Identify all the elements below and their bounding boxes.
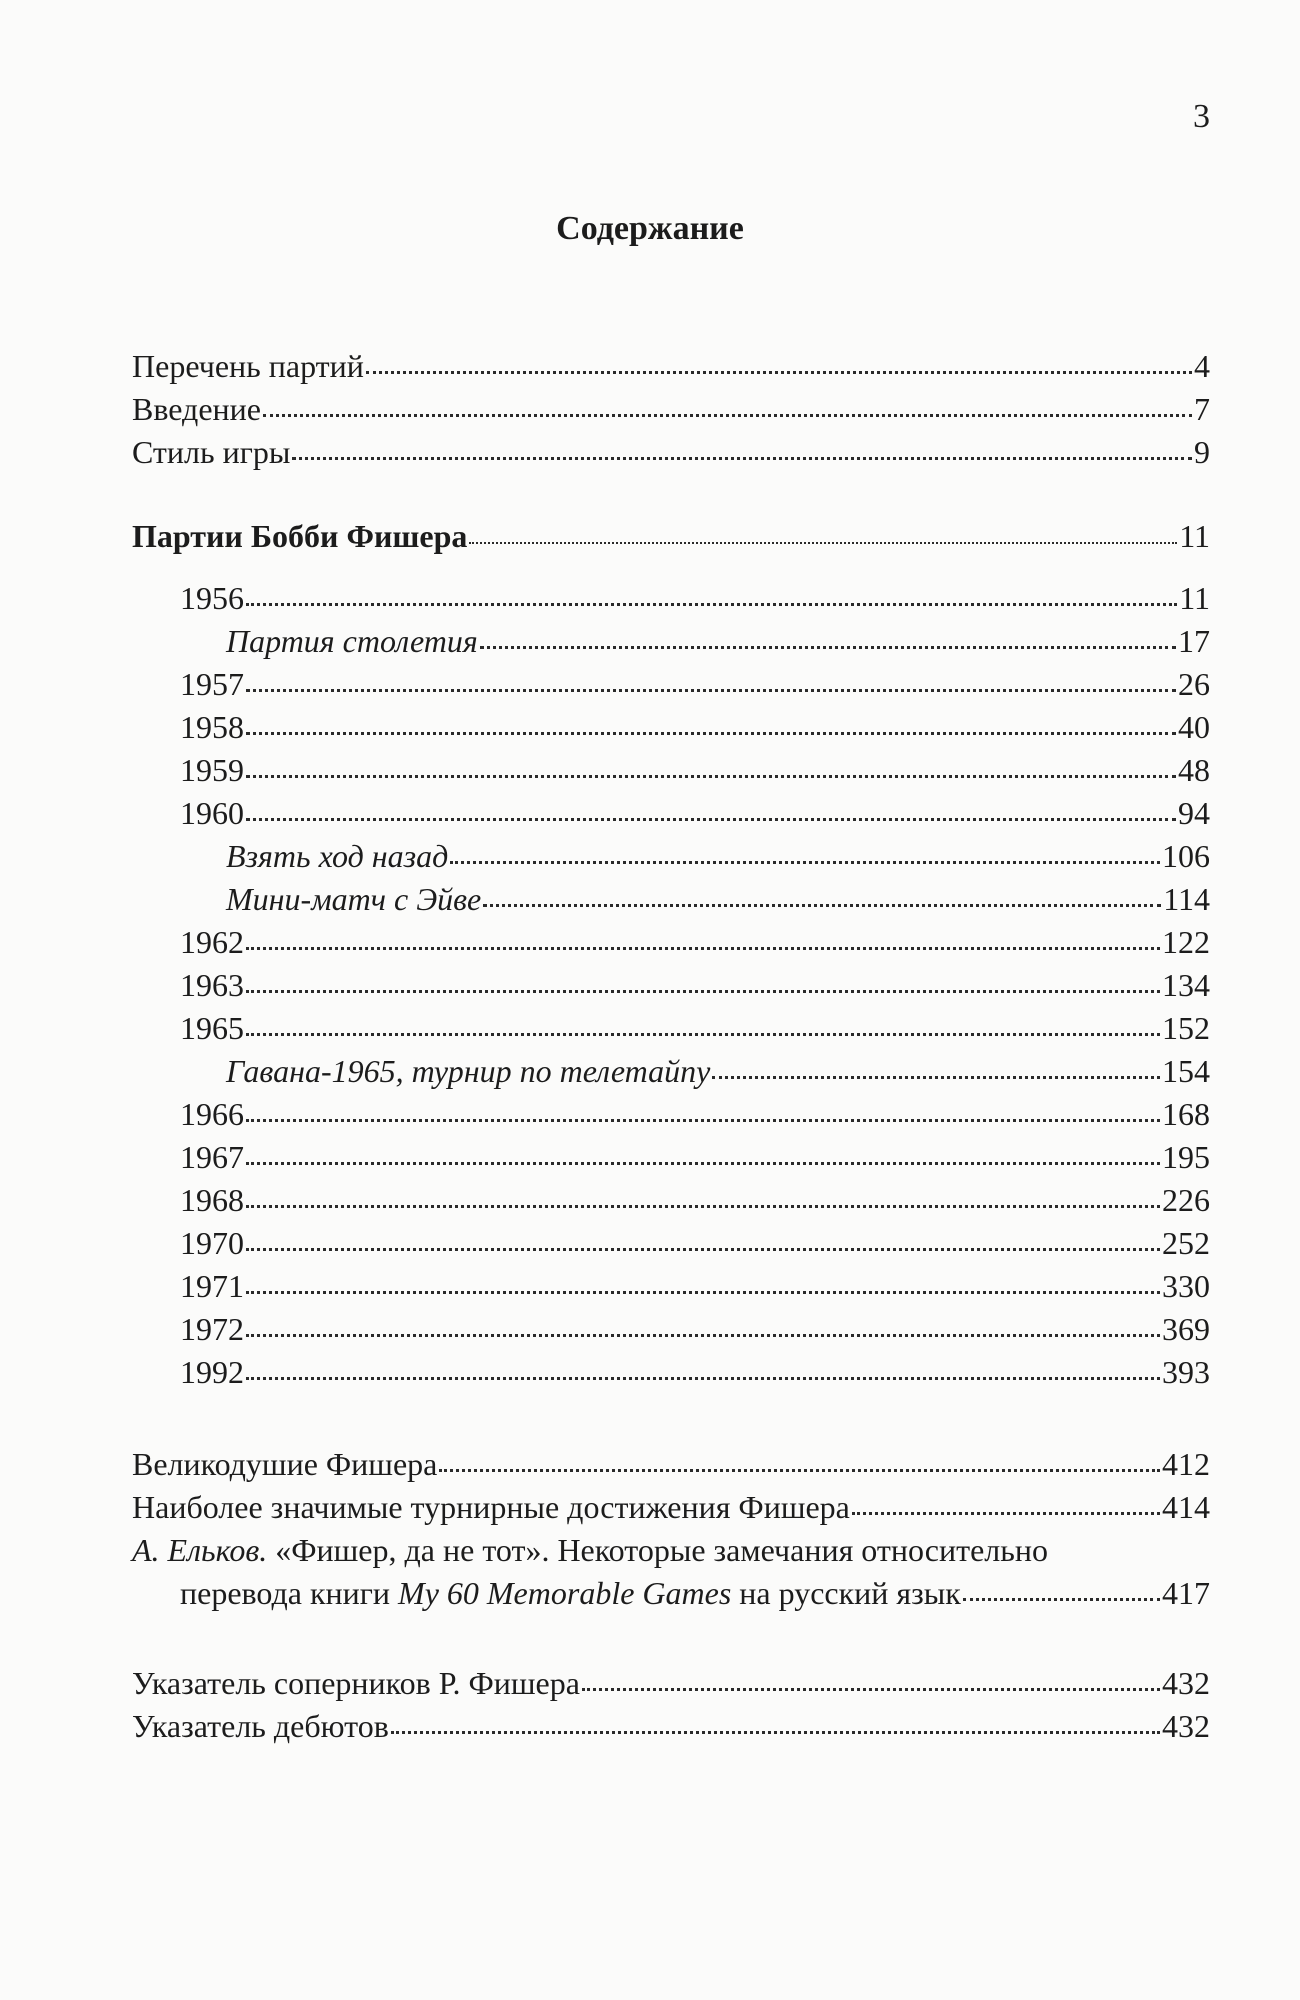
entry-label: 1966 <box>180 1096 244 1132</box>
dot-leader <box>246 1161 1160 1165</box>
toc-entry-subsection[interactable] <box>226 840 1210 872</box>
dot-leader <box>292 456 1192 460</box>
entry-label: 1967 <box>180 1139 244 1175</box>
entry-page: 432 <box>1162 1665 1210 1701</box>
elkov-title-text: «Фишер, да не тот». Некоторые замечания относительно <box>267 1532 1048 1568</box>
dot-leader <box>582 1687 1160 1691</box>
entry-page: 252 <box>1162 1225 1210 1261</box>
entry-page: 369 <box>1162 1311 1210 1347</box>
entry-page: 226 <box>1162 1182 1210 1218</box>
dot-leader <box>246 1204 1160 1208</box>
toc-entry-subsection[interactable] <box>226 1055 1210 1087</box>
entry-label: 1972 <box>180 1311 244 1347</box>
toc-entry-subsection[interactable] <box>226 883 1210 915</box>
entry-label: Перечень партий <box>132 348 364 384</box>
dot-leader <box>246 1290 1160 1294</box>
entry-page: 414 <box>1162 1489 1210 1525</box>
entry-page: 152 <box>1162 1010 1210 1046</box>
toc-entry-year[interactable] <box>180 1098 1210 1130</box>
entry-page: 114 <box>1163 881 1210 917</box>
entry-page: 417 <box>1162 1575 1210 1611</box>
dot-leader <box>963 1597 1160 1601</box>
toc-entry-year[interactable] <box>180 969 1210 1001</box>
page-number: 3 <box>1193 98 1210 135</box>
toc-entry-year[interactable] <box>180 1184 1210 1216</box>
dot-leader <box>450 860 1160 864</box>
entry-label: Партии Бобби Фишера <box>132 518 468 554</box>
dot-leader <box>469 541 1177 544</box>
dot-leader <box>246 774 1176 778</box>
toc-entry-year[interactable] <box>180 711 1210 743</box>
entry-label: Гавана-1965, турнир по телетайпу <box>226 1053 711 1089</box>
entry-page: 168 <box>1162 1096 1210 1132</box>
entry-page: 26 <box>1178 666 1210 702</box>
entry-page: 48 <box>1178 752 1210 788</box>
toc-entry-front-1[interactable] <box>132 393 1210 425</box>
dot-leader <box>246 602 1177 606</box>
dot-leader <box>246 1032 1160 1036</box>
entry-label: 1962 <box>180 924 244 960</box>
entry-page: 40 <box>1178 709 1210 745</box>
toc-entry-elkov-line2[interactable] <box>180 1577 1210 1609</box>
dot-leader <box>712 1075 1160 1079</box>
dot-leader <box>391 1730 1160 1734</box>
elkov-book-title: My 60 Memorable Games <box>398 1575 732 1611</box>
entry-label: 1959 <box>180 752 244 788</box>
toc-entry-games-heading[interactable] <box>132 520 1210 552</box>
entry-page: 393 <box>1162 1354 1210 1390</box>
dot-leader <box>246 1118 1160 1122</box>
toc-entry-index-1[interactable] <box>132 1710 1210 1742</box>
dot-leader <box>246 946 1160 950</box>
entry-label: Указатель дебютов <box>132 1708 389 1744</box>
dot-leader <box>852 1511 1160 1515</box>
dot-leader <box>246 1333 1160 1337</box>
entry-label: 1958 <box>180 709 244 745</box>
toc-entry-index-0[interactable] <box>132 1667 1210 1699</box>
entry-label: 1965 <box>180 1010 244 1046</box>
dot-leader <box>246 731 1176 735</box>
entry-label: 1971 <box>180 1268 244 1304</box>
dot-leader <box>246 688 1176 692</box>
entry-page: 17 <box>1178 623 1210 659</box>
entry-page: 106 <box>1162 838 1210 874</box>
entry-page: 11 <box>1179 518 1210 554</box>
entry-label: 1992 <box>180 1354 244 1390</box>
toc-entry-elkov-line1[interactable] <box>132 1534 1210 1566</box>
entry-label: 1963 <box>180 967 244 1003</box>
entry-page: 7 <box>1194 391 1210 427</box>
elkov-line2-b: на русский язык <box>731 1575 961 1611</box>
toc-entry-year[interactable] <box>180 1270 1210 1302</box>
toc-entry-year[interactable] <box>180 797 1210 829</box>
entry-label: Великодушие Фишера <box>132 1446 438 1482</box>
dot-leader <box>483 903 1161 907</box>
toc-entry-back-1[interactable] <box>132 1491 1210 1523</box>
entry-page: 412 <box>1162 1446 1210 1482</box>
toc-entry-year[interactable] <box>180 1313 1210 1345</box>
dot-leader <box>480 645 1176 649</box>
entry-label: Указатель соперников Р. Фишера <box>132 1665 580 1701</box>
dot-leader <box>366 370 1192 374</box>
entry-label: Партия столетия <box>226 623 478 659</box>
entry-page: 122 <box>1162 924 1210 960</box>
entry-page: 154 <box>1162 1053 1210 1089</box>
toc-entry-year[interactable] <box>180 1012 1210 1044</box>
toc-entry-year[interactable] <box>180 1141 1210 1173</box>
elkov-line2-a: перевода книги <box>180 1575 399 1611</box>
entry-label: 1956 <box>180 580 244 616</box>
dot-leader <box>246 1247 1160 1251</box>
entry-label: 1968 <box>180 1182 244 1218</box>
toc-entry-year[interactable] <box>180 582 1210 614</box>
entry-label: Мини-матч с Эйве <box>226 881 482 917</box>
entry-page: 134 <box>1162 967 1210 1003</box>
entry-label: 1960 <box>180 795 244 831</box>
dot-leader <box>246 989 1160 993</box>
dot-leader <box>246 1376 1160 1380</box>
entry-page: 94 <box>1178 795 1210 831</box>
toc-entry-year[interactable] <box>180 926 1210 958</box>
toc-title: Содержание <box>556 210 744 247</box>
entry-page: 195 <box>1162 1139 1210 1175</box>
entry-label: Взять ход назад <box>226 838 449 874</box>
entry-label: Стиль игры <box>132 434 291 470</box>
entry-label: Введение <box>132 391 261 427</box>
dot-leader <box>263 413 1192 417</box>
toc-entry-subsection[interactable] <box>226 625 1210 657</box>
entry-page: 432 <box>1162 1708 1210 1744</box>
toc-entry-year[interactable] <box>180 1356 1210 1388</box>
entry-page: 11 <box>1179 580 1210 616</box>
toc-entry-back-0[interactable] <box>132 1448 1210 1480</box>
toc-entry-year[interactable] <box>180 668 1210 700</box>
toc-entry-front-2[interactable] <box>132 436 1210 468</box>
entry-label: Наиболее значимые турнирные достижения Фишера <box>132 1489 850 1525</box>
entry-label <box>180 1577 961 1609</box>
entry-label: 1957 <box>180 666 244 702</box>
toc-entry-year[interactable] <box>180 754 1210 786</box>
toc-entry-year[interactable] <box>180 1227 1210 1259</box>
elkov-author: А. Ельков. <box>132 1532 268 1568</box>
dot-leader <box>439 1468 1160 1472</box>
entry-page: 9 <box>1194 434 1210 470</box>
toc-entry-front-0[interactable] <box>132 350 1210 382</box>
entry-label: 1970 <box>180 1225 244 1261</box>
entry-page: 4 <box>1194 348 1210 384</box>
dot-leader <box>246 817 1176 821</box>
entry-page: 330 <box>1162 1268 1210 1304</box>
